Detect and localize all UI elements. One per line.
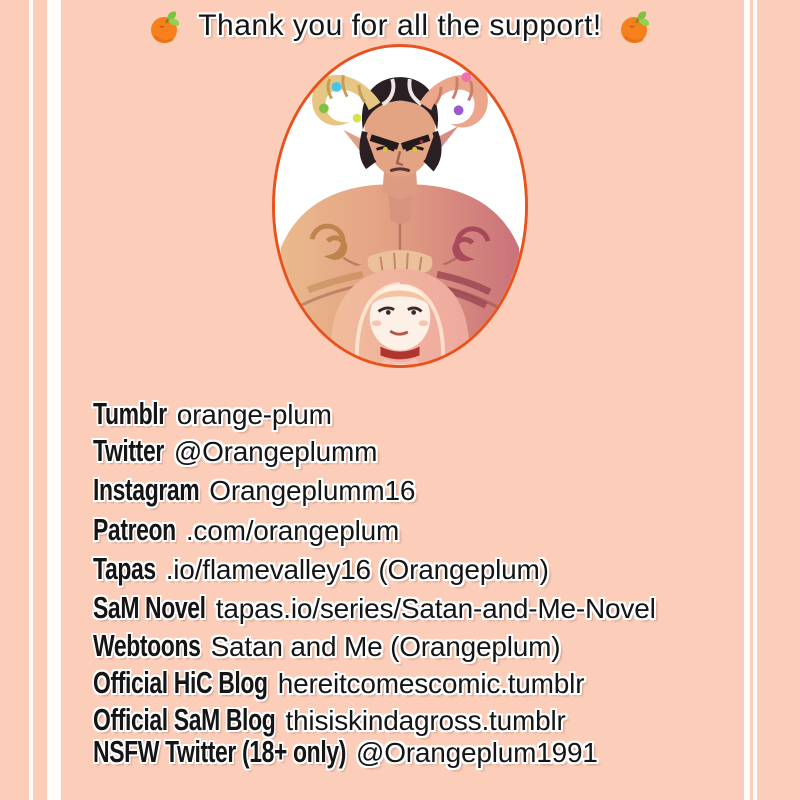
link-label: Patreon xyxy=(93,512,176,547)
link-row-sam-novel xyxy=(93,590,656,626)
link-value: Orangeplumm16 xyxy=(209,475,416,506)
header xyxy=(0,4,800,48)
avatar xyxy=(272,44,528,368)
link-value: @Orangeplum1991 xyxy=(355,737,598,768)
orange-fruit-icon xyxy=(148,8,182,44)
left-thin-stripe xyxy=(29,0,33,800)
link-label: Instagram xyxy=(93,472,200,507)
link-label: Tumblr xyxy=(93,396,167,431)
link-row-sam-blog xyxy=(93,702,566,738)
link-row-tapas xyxy=(93,551,549,587)
link-row-hic-blog xyxy=(93,665,584,701)
link-label: Twitter xyxy=(93,433,164,468)
link-label: Webtoons xyxy=(93,628,201,663)
link-row-instagram xyxy=(93,472,415,508)
right-wide-stripe xyxy=(744,0,750,800)
avatar-illustration xyxy=(275,47,525,365)
link-label: Official HiC Blog xyxy=(93,665,268,700)
link-value: @Orangeplumm xyxy=(173,436,378,467)
link-value: hereitcomescomic.tumblr xyxy=(277,668,585,699)
link-row-twitter xyxy=(93,433,377,469)
link-value: orange-plum xyxy=(176,399,332,430)
link-value: .com/orangeplum xyxy=(185,515,400,546)
left-wide-stripe xyxy=(47,0,61,800)
link-row-webtoons xyxy=(93,628,560,664)
link-value: tapas.io/series/Satan-and-Me-Novel xyxy=(215,593,656,624)
orange-fruit-icon xyxy=(618,8,652,44)
link-label: SaM Novel xyxy=(93,590,206,625)
link-value: Satan and Me (Orangeplum) xyxy=(210,631,561,662)
right-thin-stripe xyxy=(753,0,757,800)
link-value: thisiskindagross.tumblr xyxy=(285,705,566,736)
link-label: NSFW Twitter (18+ only) xyxy=(93,734,346,769)
link-row-patreon xyxy=(93,512,399,548)
link-row-nsfw-twitter xyxy=(93,734,598,770)
link-row-tumblr xyxy=(93,396,332,432)
link-value: .io/flamevalley16 (Orangeplum) xyxy=(165,554,549,585)
page-title: Thank you for all the support! xyxy=(198,9,602,42)
link-label: Official SaM Blog xyxy=(93,702,276,737)
link-label: Tapas xyxy=(93,551,156,586)
